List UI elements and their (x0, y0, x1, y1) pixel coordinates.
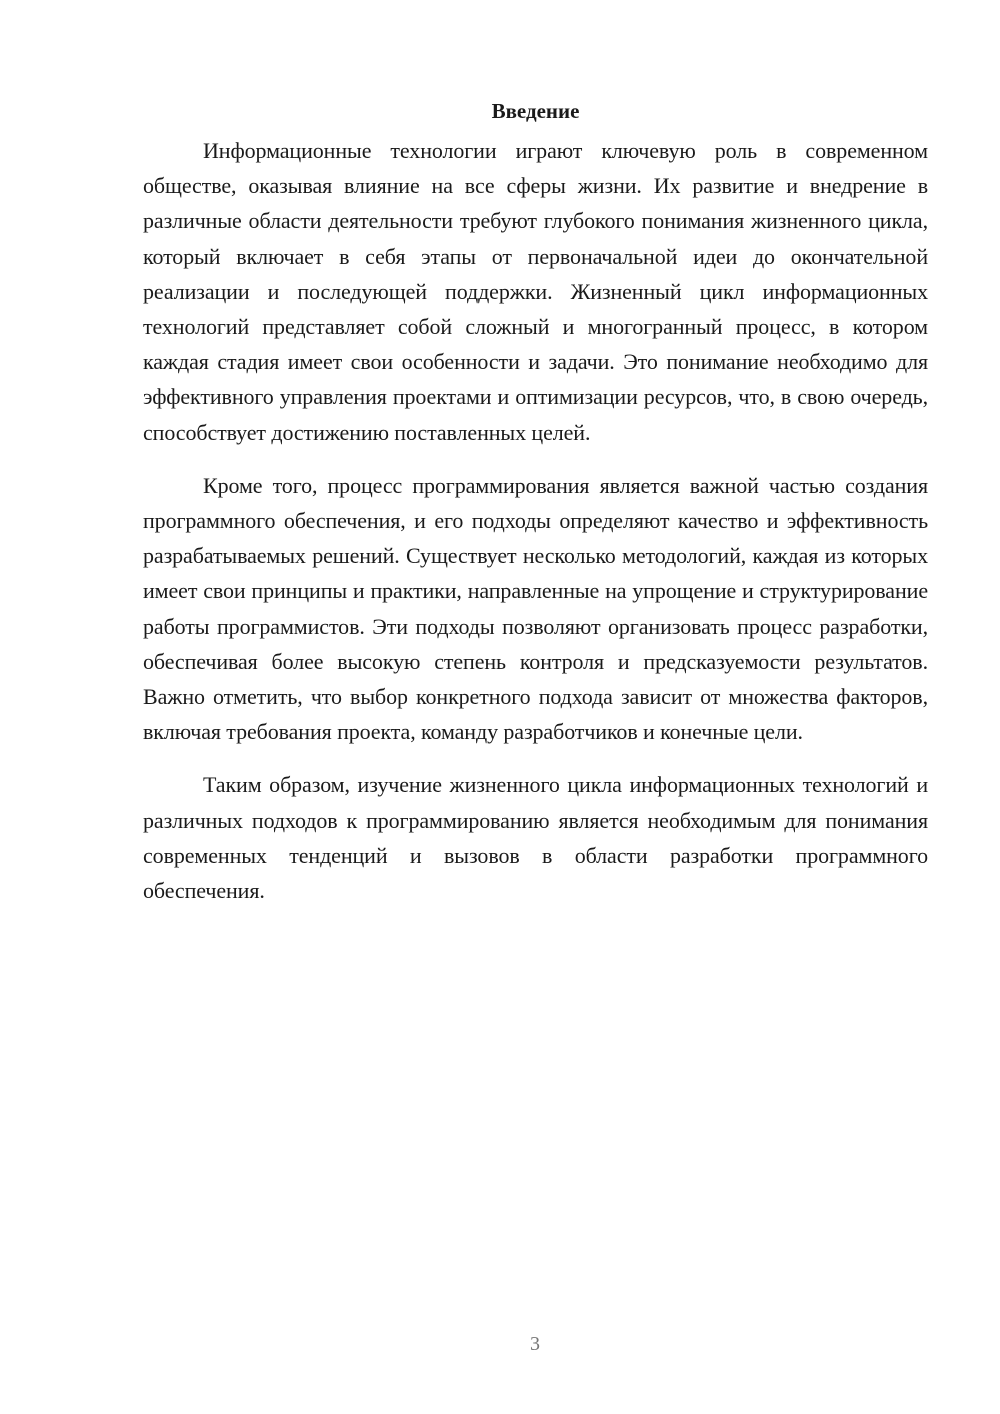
section-title: Введение (491, 99, 580, 123)
paragraph-programming: Кроме того, процесс программирования является важной частью создания программного обеспечения, и его подходы определяют качество и эффективность разрабатываемых решений. Существует несколько методологий, каждая из которых имеет свои принципы и практики, направленные на упрощение и структурирование работы программистов. Эти подходы позволяют организовать процесс разработки, обеспечивая более высокую степень контроля и предсказуемости результатов. Важно отметить, что выбор конкретного подхода зависит от множества факторов, включая требования проекта, команду разработчиков и конечные цели. (143, 472, 928, 745)
document-page (143, 96, 928, 926)
paragraph-intro: Информационные технологии играют ключевую роль в современном обществе, оказывая влияние на все сферы жизни. Их развитие и внедрение в различные области деятельности требуют глубокого понимания жизненного цикла, который включает в себя этапы от первоначальной идеи до окончательной реализации и последующей поддержки. Жизненный цикл информационных технологий представляет собой сложный и многогранный процесс, в котором каждая стадия имеет свои особенности и задачи. Это понимание необходимо для эффективного управления проектами и оптимизации ресурсов, что, в свою очередь, способствует достижению поставленных целей. (143, 138, 928, 445)
page-number: 3 (530, 1333, 540, 1355)
paragraph-conclusion: Таким образом, изучение жизненного цикла информационных технологий и различных подходов к программированию является необходимым для понимания современных тенденций и вызовов в области разработки программного обеспечения. (143, 772, 928, 904)
